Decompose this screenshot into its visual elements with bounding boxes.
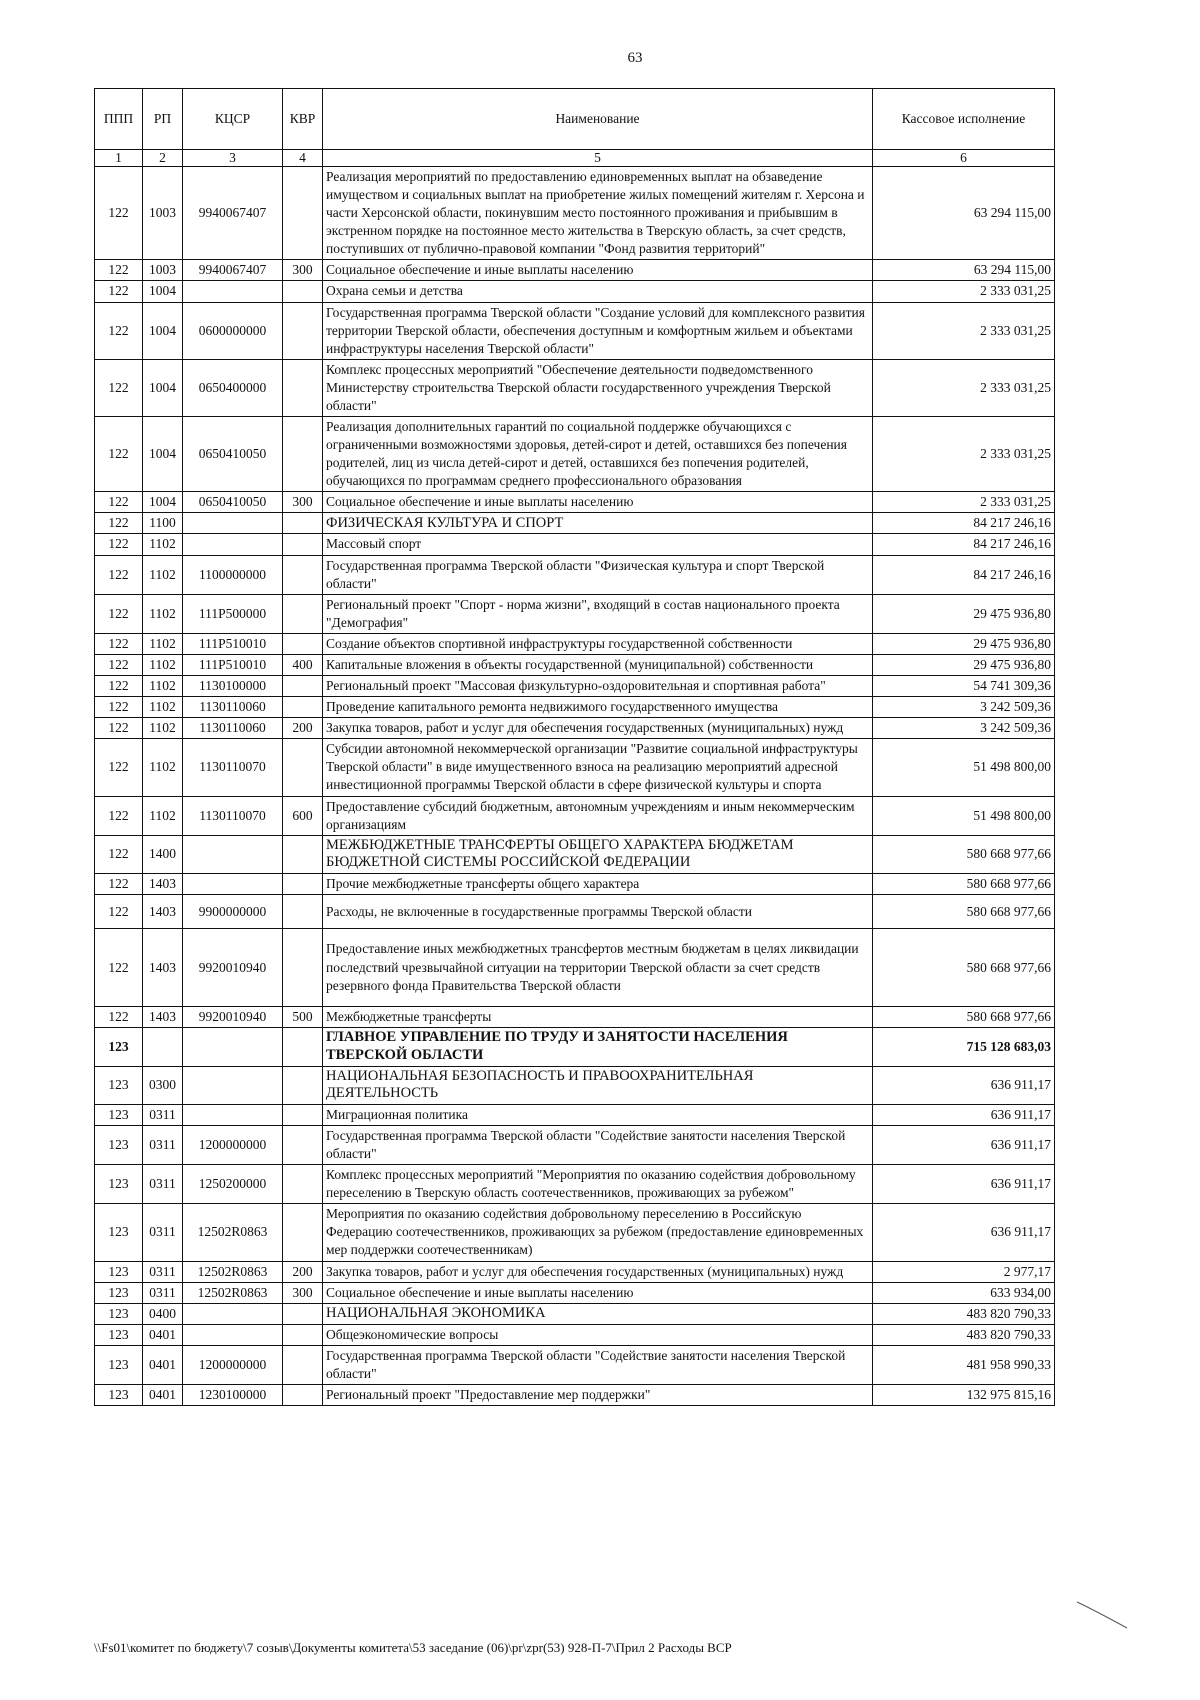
page-number: 63	[627, 50, 643, 66]
table-row	[95, 1165, 1055, 1204]
table-row	[95, 1303, 1055, 1324]
cell-kcsr: 1250200000	[183, 1165, 283, 1204]
header-rp: РП	[143, 89, 183, 150]
cell-amount: 483 820 790,33	[873, 1303, 1055, 1324]
table-row	[95, 676, 1055, 697]
cell-name: Мероприятия по оказанию содействия добровольному переселению в Российскую Федерацию соотечественников, проживающих за рубежом (предоставление единовременных мер поддержки соотечественникам)	[323, 1204, 873, 1261]
cell-amount: 51 498 800,00	[873, 739, 1055, 796]
table-row	[95, 718, 1055, 739]
cell-name: Закупка товаров, работ и услуг для обеспечения государственных (муниципальных) нужд	[323, 718, 873, 739]
cell-amount: 636 911,17	[873, 1066, 1055, 1104]
cell-rp	[143, 1028, 183, 1066]
cell-rp: 1004	[143, 359, 183, 416]
table-row	[95, 534, 1055, 555]
cell-name: МЕЖБЮДЖЕТНЫЕ ТРАНСФЕРТЫ ОБЩЕГО ХАРАКТЕРА БЮДЖЕТАМ БЮДЖЕТНОЙ СИСТЕМЫ РОССИЙСКОЙ ФЕДЕРАЦИИ	[323, 835, 873, 873]
cell-kcsr	[183, 1028, 283, 1066]
cell-ppp: 122	[95, 739, 143, 796]
cell-kcsr	[183, 1104, 283, 1125]
cell-amount: 51 498 800,00	[873, 796, 1055, 835]
column-number: 5	[323, 150, 873, 167]
cell-kcsr	[183, 1324, 283, 1345]
cell-ppp: 122	[95, 676, 143, 697]
cell-ppp: 122	[95, 260, 143, 281]
cell-kvr	[283, 1385, 323, 1406]
cell-amount: 84 217 246,16	[873, 513, 1055, 534]
column-number: 6	[873, 150, 1055, 167]
column-number-row	[95, 150, 1055, 167]
cell-ppp: 123	[95, 1345, 143, 1384]
cell-rp: 0401	[143, 1324, 183, 1345]
cell-ppp: 122	[95, 1007, 143, 1028]
cell-amount: 2 333 031,25	[873, 281, 1055, 302]
cell-rp: 1102	[143, 633, 183, 654]
cell-rp: 1403	[143, 895, 183, 929]
cell-kcsr: 9920010940	[183, 929, 283, 1007]
cell-kcsr: 111P510010	[183, 654, 283, 675]
cell-amount: 2 977,17	[873, 1261, 1055, 1282]
cell-name: Комплекс процессных мероприятий "Мероприятия по оказанию содействия добровольному переселению в Тверскую область соотечественников, проживающих за рубежом"	[323, 1165, 873, 1204]
cell-ppp: 122	[95, 302, 143, 359]
cell-rp: 1003	[143, 260, 183, 281]
cell-name: Предоставление иных межбюджетных трансфертов местным бюджетам в целях ликвидации последствий чрезвычайной ситуации на территории Тверской области за счет средств резервного фонда Правительства Тверской области	[323, 929, 873, 1007]
header-name: Наименование	[323, 89, 873, 150]
expenditure-table	[94, 88, 1055, 1406]
cell-kcsr: 12502R0863	[183, 1261, 283, 1282]
cell-ppp: 123	[95, 1104, 143, 1125]
table-row	[95, 359, 1055, 416]
cell-amount: 580 668 977,66	[873, 835, 1055, 873]
cell-kvr	[283, 1028, 323, 1066]
cell-kvr	[283, 929, 323, 1007]
cell-kvr	[283, 1303, 323, 1324]
cell-kcsr: 1200000000	[183, 1345, 283, 1384]
cell-kcsr: 1130100000	[183, 676, 283, 697]
cell-kvr	[283, 874, 323, 895]
table-row	[95, 302, 1055, 359]
cell-name: Прочие межбюджетные трансферты общего характера	[323, 874, 873, 895]
cell-ppp: 123	[95, 1261, 143, 1282]
cell-name: Субсидии автономной некоммерческой организации "Развитие социальной инфраструктуры Тверской области" в виде имущественного взноса на реализацию мероприятий адресной инвестиционной программы Тверской области в сфере физической культуры и спорта	[323, 739, 873, 796]
cell-amount: 636 911,17	[873, 1126, 1055, 1165]
cell-name: Реализация мероприятий по предоставлению единовременных выплат на обзаведение имуществом и социальных выплат на приобретение жилых помещений жителям г. Херсона и части Херсонской области, покинувшим место постоянного проживания и прибывшим в экстренном порядке на постоянное место жительства в Тверскую область, за счет средств, поступивших от публично-правовой компании "Фонд развития территорий"	[323, 167, 873, 260]
cell-kvr: 600	[283, 796, 323, 835]
cell-kvr	[283, 895, 323, 929]
cell-kvr	[283, 739, 323, 796]
cell-ppp: 122	[95, 654, 143, 675]
table-row	[95, 835, 1055, 873]
table-row	[95, 1345, 1055, 1384]
table-row	[95, 281, 1055, 302]
cell-rp: 1403	[143, 874, 183, 895]
cell-kcsr: 1200000000	[183, 1126, 283, 1165]
cell-kvr: 400	[283, 654, 323, 675]
cell-rp: 0311	[143, 1126, 183, 1165]
cell-name: Расходы, не включенные в государственные программы Тверской области	[323, 895, 873, 929]
cell-amount: 84 217 246,16	[873, 534, 1055, 555]
table-row	[95, 1261, 1055, 1282]
table-row	[95, 1028, 1055, 1066]
cell-amount: 2 333 031,25	[873, 492, 1055, 513]
cell-kcsr: 1130110060	[183, 697, 283, 718]
cell-rp: 1004	[143, 417, 183, 492]
cell-amount: 29 475 936,80	[873, 633, 1055, 654]
cell-rp: 1102	[143, 555, 183, 594]
cell-kvr	[283, 513, 323, 534]
cell-kvr: 300	[283, 492, 323, 513]
cell-kvr	[283, 1126, 323, 1165]
cell-ppp: 122	[95, 281, 143, 302]
cell-ppp: 123	[95, 1282, 143, 1303]
table-row	[95, 1385, 1055, 1406]
cell-name: Капитальные вложения в объекты государственной (муниципальной) собственности	[323, 654, 873, 675]
cell-rp: 1102	[143, 654, 183, 675]
column-number: 4	[283, 150, 323, 167]
cell-kcsr: 111P500000	[183, 594, 283, 633]
cell-ppp: 122	[95, 555, 143, 594]
cell-ppp: 123	[95, 1028, 143, 1066]
pen-stroke-mark	[1075, 1600, 1130, 1630]
table-row	[95, 654, 1055, 675]
cell-name: Реализация дополнительных гарантий по социальной поддержке обучающихся с ограниченными возможностями здоровья, детей-сирот и детей, оставшихся без попечения родителей, лиц из числа детей-сирот и детей, оставшихся без попечения родителей, обучающихся по программам среднего профессионального образования	[323, 417, 873, 492]
cell-kcsr: 1130110070	[183, 796, 283, 835]
cell-amount: 29 475 936,80	[873, 654, 1055, 675]
cell-kvr	[283, 697, 323, 718]
table-row	[95, 1104, 1055, 1125]
table-row	[95, 1007, 1055, 1028]
cell-rp: 1102	[143, 796, 183, 835]
cell-kcsr	[183, 1066, 283, 1104]
cell-kvr	[283, 676, 323, 697]
cell-kcsr: 12502R0863	[183, 1204, 283, 1261]
cell-amount: 636 911,17	[873, 1165, 1055, 1204]
cell-kvr	[283, 302, 323, 359]
cell-name: Миграционная политика	[323, 1104, 873, 1125]
cell-rp: 1102	[143, 739, 183, 796]
cell-kvr	[283, 1165, 323, 1204]
cell-name: Государственная программа Тверской области "Содействие занятости населения Тверской области"	[323, 1345, 873, 1384]
cell-name: Охрана семьи и детства	[323, 281, 873, 302]
cell-ppp: 122	[95, 796, 143, 835]
cell-ppp: 122	[95, 874, 143, 895]
cell-rp: 1400	[143, 835, 183, 873]
cell-kcsr: 111P510010	[183, 633, 283, 654]
cell-ppp: 122	[95, 167, 143, 260]
cell-ppp: 122	[95, 895, 143, 929]
cell-kvr: 300	[283, 1282, 323, 1303]
cell-ppp: 122	[95, 513, 143, 534]
cell-rp: 1102	[143, 718, 183, 739]
cell-kcsr	[183, 534, 283, 555]
cell-kcsr	[183, 1303, 283, 1324]
table-row	[95, 492, 1055, 513]
cell-amount: 2 333 031,25	[873, 359, 1055, 416]
cell-ppp: 122	[95, 835, 143, 873]
cell-kcsr	[183, 874, 283, 895]
cell-name: Проведение капитального ремонта недвижимого государственного имущества	[323, 697, 873, 718]
cell-amount: 2 333 031,25	[873, 302, 1055, 359]
cell-kvr	[283, 594, 323, 633]
cell-amount: 580 668 977,66	[873, 874, 1055, 895]
cell-ppp: 122	[95, 492, 143, 513]
cell-kcsr	[183, 281, 283, 302]
cell-kvr: 200	[283, 1261, 323, 1282]
header-row	[95, 89, 1055, 150]
cell-kvr: 200	[283, 718, 323, 739]
cell-kvr	[283, 1204, 323, 1261]
table-row	[95, 796, 1055, 835]
cell-name: Социальное обеспечение и иные выплаты населению	[323, 492, 873, 513]
header-kvr: КВР	[283, 89, 323, 150]
cell-name: Региональный проект "Спорт - норма жизни", входящий в состав национального проекта "Демография"	[323, 594, 873, 633]
cell-amount: 580 668 977,66	[873, 895, 1055, 929]
cell-rp: 1102	[143, 676, 183, 697]
cell-name: Предоставление субсидий бюджетным, автономным учреждениям и иным некоммерческим организациям	[323, 796, 873, 835]
cell-name: Государственная программа Тверской области "Физическая культура и спорт Тверской области"	[323, 555, 873, 594]
cell-kcsr: 0600000000	[183, 302, 283, 359]
cell-amount: 481 958 990,33	[873, 1345, 1055, 1384]
table-row	[95, 1324, 1055, 1345]
table-row	[95, 513, 1055, 534]
cell-ppp: 123	[95, 1066, 143, 1104]
cell-ppp: 123	[95, 1126, 143, 1165]
table-row	[95, 1204, 1055, 1261]
cell-amount: 63 294 115,00	[873, 260, 1055, 281]
table-row	[95, 697, 1055, 718]
header-ppp: ППП	[95, 89, 143, 150]
table-row	[95, 594, 1055, 633]
cell-kvr	[283, 167, 323, 260]
header-kcsr: КЦСР	[183, 89, 283, 150]
cell-amount: 54 741 309,36	[873, 676, 1055, 697]
cell-rp: 1003	[143, 167, 183, 260]
cell-rp: 1004	[143, 281, 183, 302]
table-row	[95, 260, 1055, 281]
cell-ppp: 122	[95, 594, 143, 633]
cell-kvr	[283, 633, 323, 654]
cell-name: ГЛАВНОЕ УПРАВЛЕНИЕ ПО ТРУДУ И ЗАНЯТОСТИ НАСЕЛЕНИЯ ТВЕРСКОЙ ОБЛАСТИ	[323, 1028, 873, 1066]
cell-ppp: 123	[95, 1303, 143, 1324]
cell-kcsr: 9940067407	[183, 167, 283, 260]
cell-ppp: 123	[95, 1385, 143, 1406]
cell-kcsr: 0650410050	[183, 492, 283, 513]
cell-amount: 132 975 815,16	[873, 1385, 1055, 1406]
cell-name: Государственная программа Тверской области "Содействие занятости населения Тверской области"	[323, 1126, 873, 1165]
cell-rp: 1102	[143, 534, 183, 555]
cell-amount: 715 128 683,03	[873, 1028, 1055, 1066]
footer-file-path: \\Fs01\комитет по бюджету\7 созыв\Документы комитета\53 заседание (06)\pr\zpr(53) 928-П-7\Прил 2 Расходы ВСР	[94, 1640, 732, 1655]
table-row	[95, 895, 1055, 929]
table-row	[95, 167, 1055, 260]
cell-kcsr: 9900000000	[183, 895, 283, 929]
cell-ppp: 122	[95, 359, 143, 416]
cell-amount: 2 333 031,25	[873, 417, 1055, 492]
cell-kcsr: 1130110060	[183, 718, 283, 739]
cell-kvr: 300	[283, 260, 323, 281]
cell-kvr	[283, 359, 323, 416]
cell-ppp: 122	[95, 697, 143, 718]
cell-kvr	[283, 835, 323, 873]
cell-rp: 1102	[143, 697, 183, 718]
header-amount: Кассовое исполнение	[873, 89, 1055, 150]
column-number: 2	[143, 150, 183, 167]
cell-kvr	[283, 417, 323, 492]
cell-kvr	[283, 1324, 323, 1345]
cell-ppp: 122	[95, 633, 143, 654]
cell-kvr	[283, 1066, 323, 1104]
cell-rp: 1004	[143, 302, 183, 359]
table-row	[95, 1066, 1055, 1104]
cell-kvr	[283, 534, 323, 555]
cell-kvr	[283, 281, 323, 302]
cell-rp: 1102	[143, 594, 183, 633]
cell-name: Закупка товаров, работ и услуг для обеспечения государственных (муниципальных) нужд	[323, 1261, 873, 1282]
cell-name: Социальное обеспечение и иные выплаты населению	[323, 1282, 873, 1303]
cell-name: Массовый спорт	[323, 534, 873, 555]
column-number: 1	[95, 150, 143, 167]
cell-rp: 0311	[143, 1282, 183, 1303]
cell-kvr	[283, 1104, 323, 1125]
cell-name: Государственная программа Тверской области "Создание условий для комплексного развития территории Тверской области, обеспечения доступным и комфортным жильем и объектами инфраструктуры населения Тверской области"	[323, 302, 873, 359]
cell-ppp: 123	[95, 1165, 143, 1204]
cell-amount: 483 820 790,33	[873, 1324, 1055, 1345]
cell-amount: 84 217 246,16	[873, 555, 1055, 594]
cell-name: НАЦИОНАЛЬНАЯ ЭКОНОМИКА	[323, 1303, 873, 1324]
table-row	[95, 739, 1055, 796]
table-row	[95, 874, 1055, 895]
cell-name: Региональный проект "Предоставление мер поддержки"	[323, 1385, 873, 1406]
cell-ppp: 123	[95, 1204, 143, 1261]
cell-kcsr: 0650400000	[183, 359, 283, 416]
cell-amount: 633 934,00	[873, 1282, 1055, 1303]
cell-ppp: 122	[95, 718, 143, 739]
cell-rp: 0311	[143, 1261, 183, 1282]
cell-name: Создание объектов спортивной инфраструктуры государственной собственности	[323, 633, 873, 654]
cell-rp: 1100	[143, 513, 183, 534]
cell-rp: 0401	[143, 1385, 183, 1406]
column-number: 3	[183, 150, 283, 167]
table-row	[95, 929, 1055, 1007]
cell-kcsr: 1100000000	[183, 555, 283, 594]
cell-kvr	[283, 555, 323, 594]
cell-rp: 0311	[143, 1165, 183, 1204]
cell-ppp: 122	[95, 417, 143, 492]
cell-ppp: 122	[95, 534, 143, 555]
cell-kcsr: 1230100000	[183, 1385, 283, 1406]
cell-ppp: 123	[95, 1324, 143, 1345]
cell-rp: 1004	[143, 492, 183, 513]
cell-name: ФИЗИЧЕСКАЯ КУЛЬТУРА И СПОРТ	[323, 513, 873, 534]
cell-amount: 3 242 509,36	[873, 718, 1055, 739]
cell-kvr	[283, 1345, 323, 1384]
table-row	[95, 633, 1055, 654]
cell-rp: 0401	[143, 1345, 183, 1384]
cell-name: НАЦИОНАЛЬНАЯ БЕЗОПАСНОСТЬ И ПРАВООХРАНИТЕЛЬНАЯ ДЕЯТЕЛЬНОСТЬ	[323, 1066, 873, 1104]
cell-amount: 3 242 509,36	[873, 697, 1055, 718]
cell-rp: 0300	[143, 1066, 183, 1104]
cell-amount: 636 911,17	[873, 1204, 1055, 1261]
cell-kcsr: 1130110070	[183, 739, 283, 796]
cell-amount: 580 668 977,66	[873, 1007, 1055, 1028]
cell-kcsr: 0650410050	[183, 417, 283, 492]
cell-rp: 1403	[143, 1007, 183, 1028]
table-row	[95, 417, 1055, 492]
cell-kcsr: 9920010940	[183, 1007, 283, 1028]
table-row	[95, 555, 1055, 594]
cell-kcsr: 12502R0863	[183, 1282, 283, 1303]
cell-rp: 0311	[143, 1104, 183, 1125]
table-row	[95, 1282, 1055, 1303]
cell-ppp: 122	[95, 929, 143, 1007]
cell-amount: 580 668 977,66	[873, 929, 1055, 1007]
cell-kcsr	[183, 513, 283, 534]
cell-name: Социальное обеспечение и иные выплаты населению	[323, 260, 873, 281]
cell-name: Комплекс процессных мероприятий "Обеспечение деятельности подведомственного Министерству строительства Тверской области государственного учреждения Тверской области"	[323, 359, 873, 416]
cell-amount: 636 911,17	[873, 1104, 1055, 1125]
cell-name: Межбюджетные трансферты	[323, 1007, 873, 1028]
cell-amount: 63 294 115,00	[873, 167, 1055, 260]
cell-rp: 1403	[143, 929, 183, 1007]
cell-kcsr: 9940067407	[183, 260, 283, 281]
cell-amount: 29 475 936,80	[873, 594, 1055, 633]
cell-rp: 0311	[143, 1204, 183, 1261]
cell-kvr: 500	[283, 1007, 323, 1028]
cell-name: Региональный проект "Массовая физкультурно-оздоровительная и спортивная работа"	[323, 676, 873, 697]
cell-rp: 0400	[143, 1303, 183, 1324]
cell-name: Общеэкономические вопросы	[323, 1324, 873, 1345]
cell-kcsr	[183, 835, 283, 873]
table-row	[95, 1126, 1055, 1165]
